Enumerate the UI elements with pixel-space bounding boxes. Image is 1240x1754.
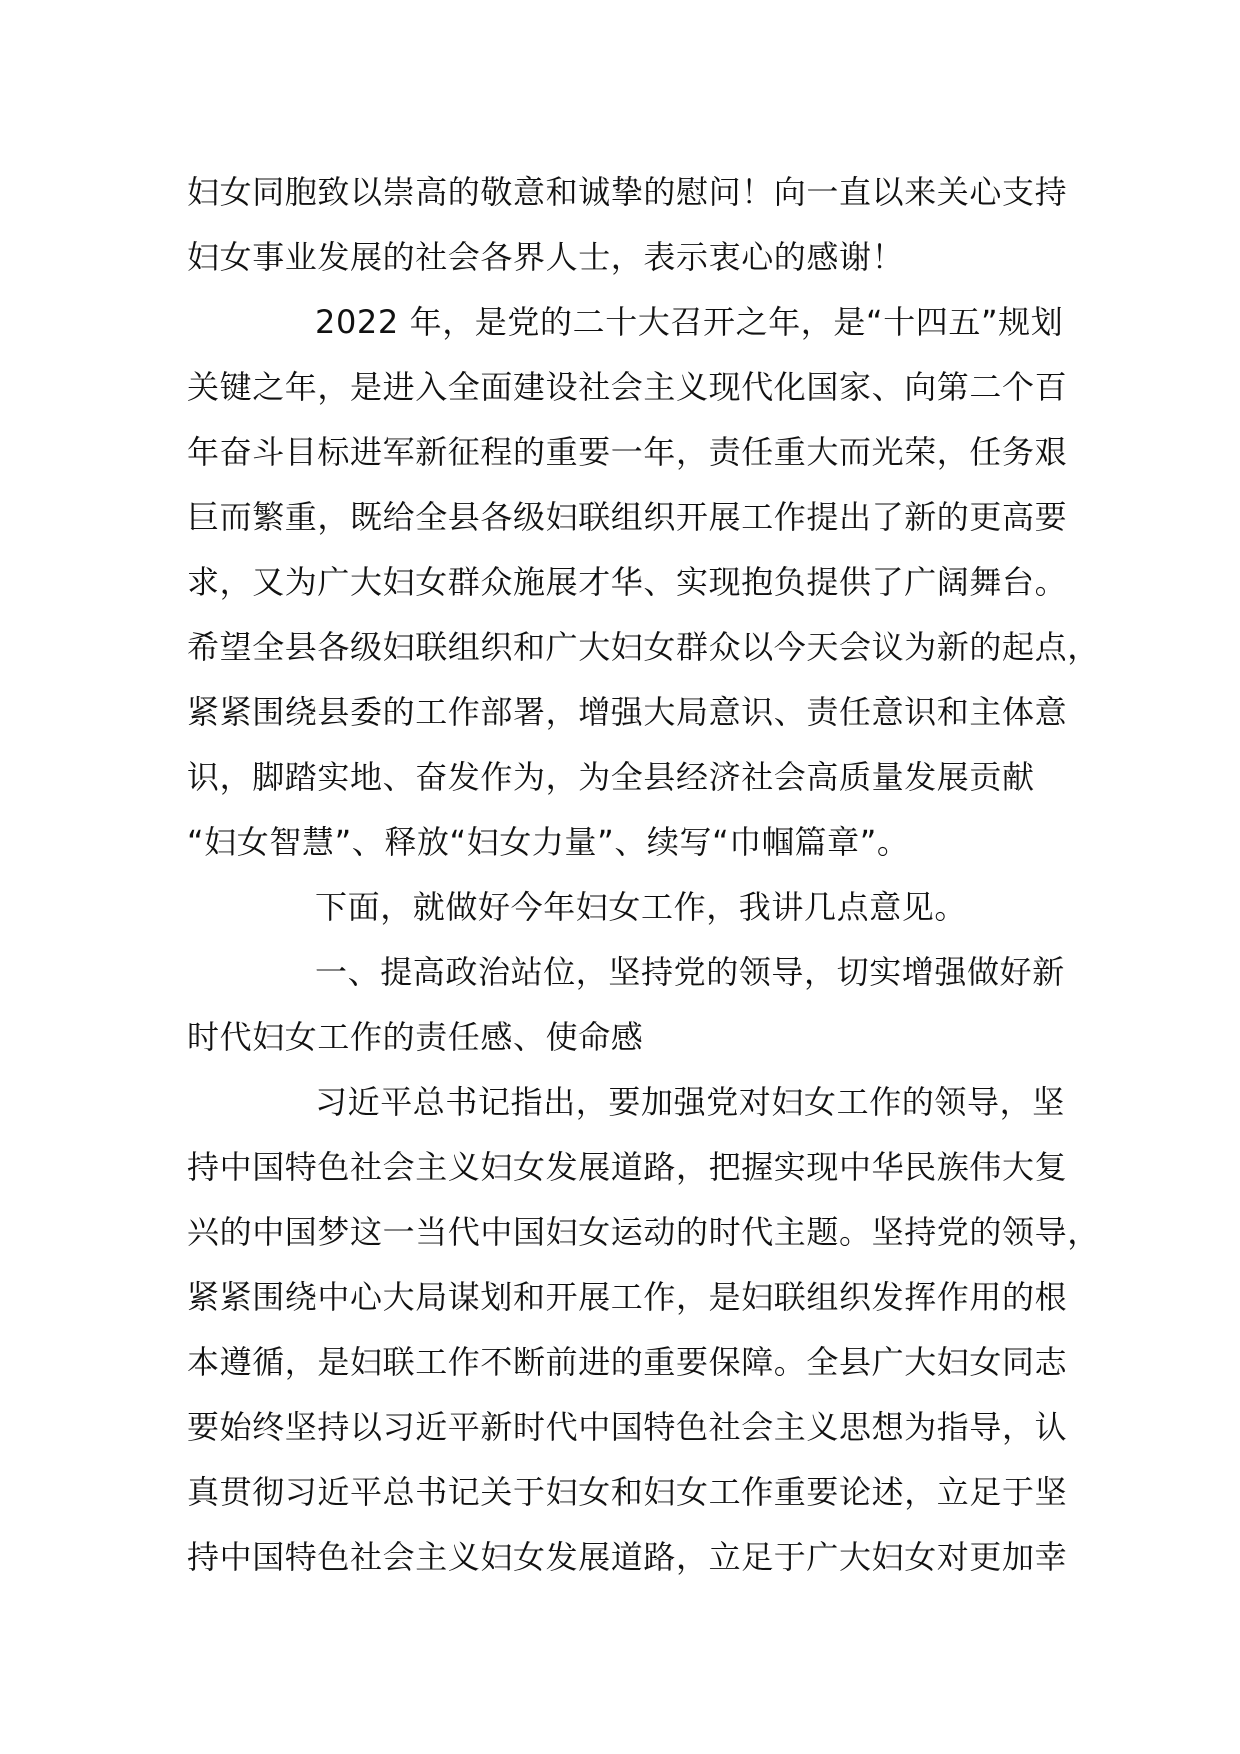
text-line: 紧紧围绕中心大局谋划和开展工作，是妇联组织发挥作用的根 bbox=[187, 1278, 1068, 1316]
text-line: 年奋斗目标进军新征程的重要一年，责任重大而光荣，任务艰 bbox=[187, 433, 1068, 471]
text-line: 希望全县各级妇联组织和广大妇女群众以今天会议为新的起点， bbox=[187, 628, 1100, 666]
text-line: 真贯彻习近平总书记关于妇女和妇女工作重要论述，立足于坚 bbox=[187, 1473, 1068, 1511]
text-line-paragraph-start: 2022 年，是党的二十大召开之年，是“十四五”规划 bbox=[315, 303, 1064, 341]
document-body bbox=[187, 160, 1100, 1590]
text-line: 兴的中国梦这一当代中国妇女运动的时代主题。坚持党的领导， bbox=[187, 1213, 1100, 1251]
text-line: 识，脚踏实地、奋发作为，为全县经济社会高质量发展贡献 bbox=[187, 758, 1035, 796]
section-heading: 一、提高政治站位，坚持党的领导，切实增强做好新 bbox=[315, 953, 1065, 991]
text-line: 本遵循，是妇联工作不断前进的重要保障。全县广大妇女同志 bbox=[187, 1343, 1068, 1381]
text-line: 紧紧围绕县委的工作部署，增强大局意识、责任意识和主体意 bbox=[187, 693, 1068, 731]
section-heading-continued: 时代妇女工作的责任感、使命感 bbox=[187, 1018, 644, 1056]
text-line: 要始终坚持以习近平新时代中国特色社会主义思想为指导，认 bbox=[187, 1408, 1068, 1446]
text-line: 巨而繁重，既给全县各级妇联组织开展工作提出了新的更高要 bbox=[187, 498, 1068, 536]
text-line-paragraph-start: 习近平总书记指出，要加强党对妇女工作的领导，坚 bbox=[315, 1083, 1065, 1121]
text-line: 求，又为广大妇女群众施展才华、实现抱负提供了广阔舞台。 bbox=[187, 563, 1068, 601]
text-line: 关键之年，是进入全面建设社会主义现代化国家、向第二个百 bbox=[187, 368, 1068, 406]
text-line: 持中国特色社会主义妇女发展道路，立足于广大妇女对更加幸 bbox=[187, 1538, 1068, 1576]
text-line: 持中国特色社会主义妇女发展道路，把握实现中华民族伟大复 bbox=[187, 1148, 1068, 1186]
text-line: “妇女智慧”、释放“妇女力量”、续写“巾帼篇章”。 bbox=[187, 823, 910, 861]
text-line: 妇女同胞致以崇高的敬意和诚挚的慰问！向一直以来关心支持 bbox=[187, 173, 1068, 211]
text-line-paragraph-start: 下面，就做好今年妇女工作，我讲几点意见。 bbox=[315, 888, 968, 926]
text-line: 妇女事业发展的社会各界人士，表示衷心的感谢！ bbox=[187, 238, 905, 276]
